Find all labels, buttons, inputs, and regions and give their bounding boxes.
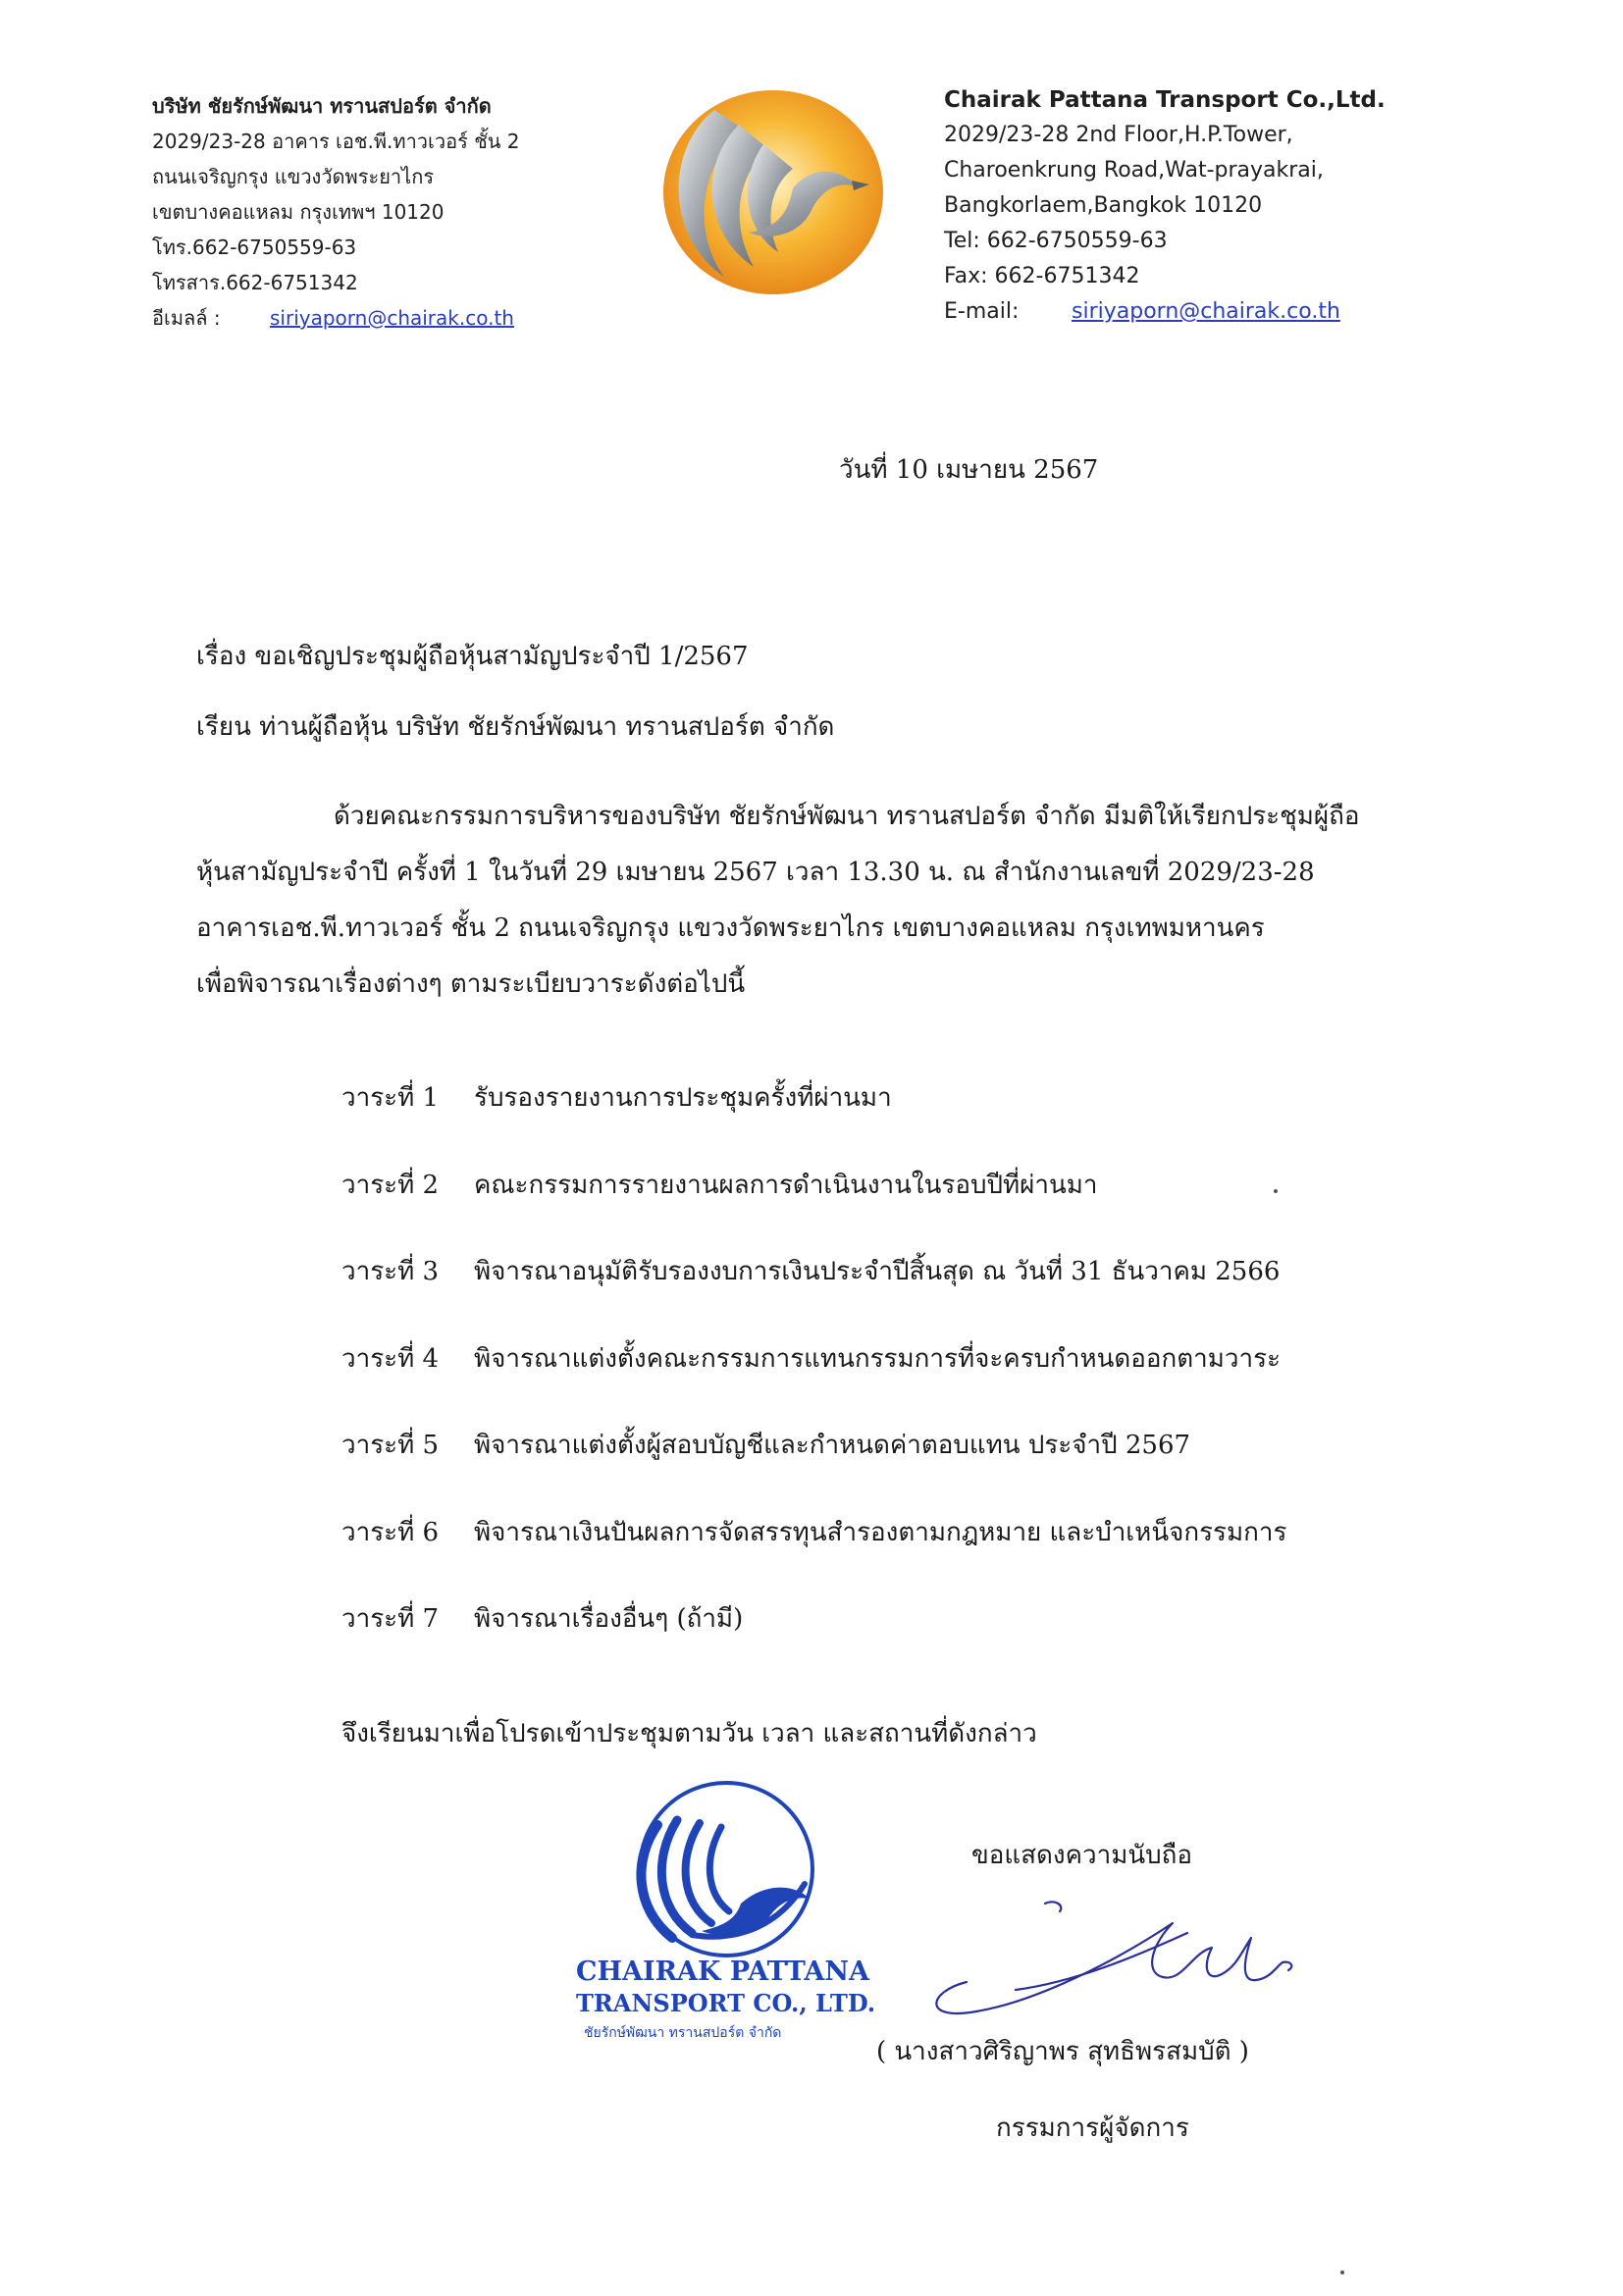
email-label-thai: อีเมลล์ : (152, 306, 221, 330)
fax-thai: โทรสาร.662-6751342 (152, 271, 358, 294)
address-line2-thai: ถนนเจริญกรุง แขวงวัดพระยาไกร (152, 165, 435, 188)
company-name-thai: บริษัท ชัยรักษ์พัฒนา ทรานสปอร์ต จำกัด (152, 94, 492, 118)
address-line2-english: Charoenkrung Road,Wat-prayakrai, (944, 158, 1324, 183)
agenda-item (341, 1164, 1286, 1251)
agenda-item (341, 1076, 1286, 1164)
phone-english: Tel: 662-6750559-63 (944, 229, 1168, 253)
agenda-item (341, 1511, 1286, 1598)
agenda-item (341, 1424, 1286, 1511)
address-line1-english: 2029/23-28 2nd Floor,H.P.Tower, (944, 123, 1293, 147)
letter-body (196, 789, 1433, 1013)
body-line: ด้วยคณะกรรมการบริหารของบริษัท ชัยรักษ์พัฒนา ทรานสปอร์ต จำกัด มีมติให้เรียกประชุมผู้ถือ (334, 802, 1360, 831)
agenda-number: วาระที่ 2 (341, 1170, 440, 1200)
fax-english: Fax: 662-6751342 (944, 264, 1140, 288)
agenda-text: พิจารณาแต่งตั้งคณะกรรมการแทนกรรมการที่จะครบกำหนดออกตามวาระ (474, 1343, 1282, 1374)
scan-speck (1274, 1189, 1278, 1193)
agenda-item (341, 1250, 1286, 1337)
signer-position: กรรมการผู้จัดการ (996, 2113, 1189, 2143)
company-stamp (574, 1766, 878, 2061)
body-line: เพื่อพิจารณาเรื่องต่างๆ ตามระเบียบวาระดังต่อไปนี้ (196, 969, 746, 999)
agenda-number: วาระที่ 6 (341, 1517, 440, 1547)
body-line: อาคารเอช.พี.ทาวเวอร์ ชั้น 2 ถนนเจริญกรุง แขวงวัดพระยาไกร เขตบางคอแหลม กรุงเทพมหานคร (196, 913, 1265, 943)
agenda-text: รับรองรายงานการประชุมครั้งที่ผ่านมา (474, 1083, 892, 1113)
agenda-item (341, 1337, 1286, 1425)
address-line1-thai: 2029/23-28 อาคาร เอช.พี.ทาวเวอร์ ชั้น 2 (152, 130, 520, 153)
letterhead-english (944, 82, 1386, 330)
stamp-line1: CHAIRAK PATTANA (576, 1957, 869, 1987)
company-logo (655, 71, 891, 306)
letter-subject: เรื่อง ขอเชิญประชุมผู้ถือหุ้นสามัญประจำปี 1/2567 (196, 642, 749, 671)
agenda-text: คณะกรรมการรายงานผลการดำเนินงานในรอบปีที่ผ่านมา (474, 1170, 1098, 1200)
stamp-line2: TRANSPORT CO., LTD. (576, 1989, 876, 2017)
agenda-number: วาระที่ 7 (341, 1604, 440, 1634)
agenda-text: พิจารณาแต่งตั้งผู้สอบบัญชีและกำหนดค่าตอบแทน ประจำปี 2567 (474, 1431, 1191, 1460)
scan-speck (1340, 2270, 1344, 2274)
email-row-english (944, 294, 1386, 330)
letterhead-thai (152, 88, 520, 336)
agenda-text: พิจารณาเงินปันผลการจัดสรรทุนสำรองตามกฎหมาย และบำเหน็จกรรมการ (474, 1517, 1287, 1547)
letter-closing: จึงเรียนมาเพื่อโปรดเข้าประชุมตามวัน เวลา และสถานที่ดังกล่าว (341, 1719, 1037, 1748)
agenda-text: พิจารณาอนุมัติรับรองงบการเงินประจำปีสิ้นสุด ณ วันที่ 31 ธันวาคม 2566 (474, 1257, 1281, 1286)
email-link-english[interactable]: siriyaporn@chairak.co.th (1072, 299, 1340, 324)
agenda-number: วาระที่ 4 (341, 1343, 440, 1374)
stamp-line3: ชัยรักษ์พัฒนา ทรานสปอร์ต จำกัด (584, 2025, 782, 2041)
letter-recipient: เรียน ท่านผู้ถือหุ้น บริษัท ชัยรักษ์พัฒนา ทรานสปอร์ต จำกัด (196, 712, 835, 742)
agenda-number: วาระที่ 3 (341, 1257, 440, 1286)
agenda-number: วาระที่ 5 (341, 1431, 440, 1460)
company-name-english: Chairak Pattana Transport Co.,Ltd. (944, 87, 1386, 113)
phone-thai: โทร.662-6750559-63 (152, 235, 357, 259)
letter-date: วันที่ 10 เมษายน 2567 (839, 455, 1099, 485)
email-link-thai[interactable]: siriyaporn@chairak.co.th (270, 306, 514, 330)
agenda-list (341, 1076, 1286, 1685)
signer-name: ( นางสาวศิริญาพร สุทธิพรสมบัติ ) (876, 2037, 1249, 2066)
agenda-item (341, 1597, 1286, 1685)
address-line3-thai: เขตบางคอแหลม กรุงเทพฯ 10120 (152, 200, 445, 224)
body-line: หุ้นสามัญประจำปี ครั้งที่ 1 ในวันที่ 29 เมษายน 2567 เวลา 13.30 น. ณ สำนักงานเลขที่ 2029/23-28 (196, 858, 1315, 887)
handwritten-signature (917, 1884, 1320, 2021)
email-row-thai (152, 300, 520, 336)
address-line3-english: Bangkorlaem,Bangkok 10120 (944, 193, 1263, 218)
agenda-text: พิจารณาเรื่องอื่นๆ (ถ้ามี) (474, 1604, 744, 1634)
email-label-english: E-mail: (944, 299, 1020, 324)
agenda-number: วาระที่ 1 (341, 1083, 440, 1113)
letter-regards: ขอแสดงความนับถือ (971, 1841, 1192, 1870)
